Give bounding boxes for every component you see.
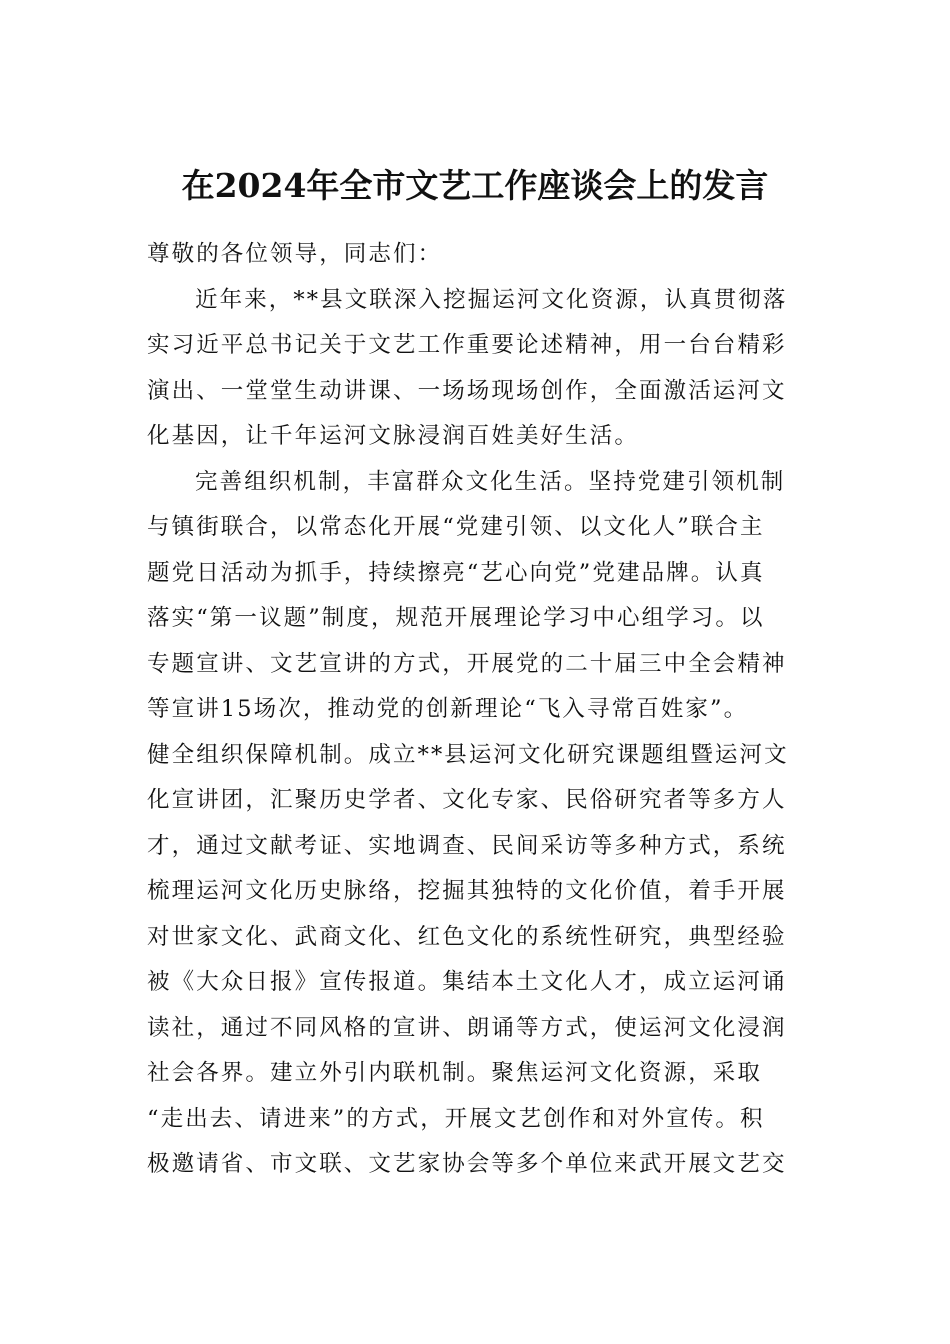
paragraph-line: 社会各界。建立外引内联机制。聚焦运河文化资源，采取 <box>147 1060 763 1086</box>
paragraph-line: 与镇街联合，以常态化开展“党建引领、以文化人”联合主 <box>147 514 765 540</box>
paragraph-line: 被《大众日报》宣传报道。集结本土文化人才，成立运河诵 <box>147 969 787 995</box>
paragraph-line: “走出去、请进来”的方式，开展文艺创作和对外宣传。积 <box>147 1105 765 1132</box>
paragraph-line: 演出、一堂堂生动讲课、一场场现场创作，全面激活运河文 <box>147 377 787 404</box>
paragraph-line: 近年来，**县文联深入挖掘运河文化资源，认真贯彻落 <box>195 286 788 313</box>
document-body <box>147 232 815 1188</box>
paragraph-line: 实习近平总书记关于文艺工作重要论述精神，用一台台精彩 <box>147 332 787 358</box>
paragraph-line: 化宣讲团，汇聚历史学者、文化专家、民俗研究者等多方人 <box>147 787 787 813</box>
paragraph-line: 梳理运河文化历史脉络，挖掘其独特的文化价值，着手开展 <box>147 878 787 904</box>
paragraph-line: 题党日活动为抓手，持续擦亮“艺心向党”党建品牌。认真 <box>147 559 765 586</box>
paragraph-line: 极邀请省、市文联、文艺家协会等多个单位来武开展文艺交 <box>147 1151 787 1177</box>
document-title: 在2024年全市文艺工作座谈会上的发言 <box>181 166 769 205</box>
paragraph-line: 读社，通过不同风格的宣讲、朗诵等方式，使运河文化浸润 <box>147 1014 787 1041</box>
paragraph-line: 等宣讲15场次，推动党的创新理论“飞入寻常百姓家”。 <box>147 696 749 722</box>
paragraph-line: 化基因，让千年运河文脉浸润百姓美好生活。 <box>147 423 640 449</box>
paragraph-line: 落实“第一议题”制度，规范开展理论学习中心组学习。以 <box>147 605 765 631</box>
paragraph-line: 完善组织机制，丰富群众文化生活。坚持党建引领机制 <box>195 468 786 495</box>
paragraph-line: 才，通过文献考证、实地调查、民间采访等多种方式，系统 <box>147 832 787 859</box>
paragraph-line: 健全组织保障机制。成立**县运河文化研究课题组暨运河文 <box>147 741 789 768</box>
salutation-line: 尊敬的各位领导，同志们： <box>147 241 443 267</box>
paragraph-line: 专题宣讲、文艺宣讲的方式，开展党的二十届三中全会精神 <box>147 650 787 677</box>
paragraph-line: 对世家文化、武商文化、红色文化的系统性研究，典型经验 <box>147 923 787 950</box>
